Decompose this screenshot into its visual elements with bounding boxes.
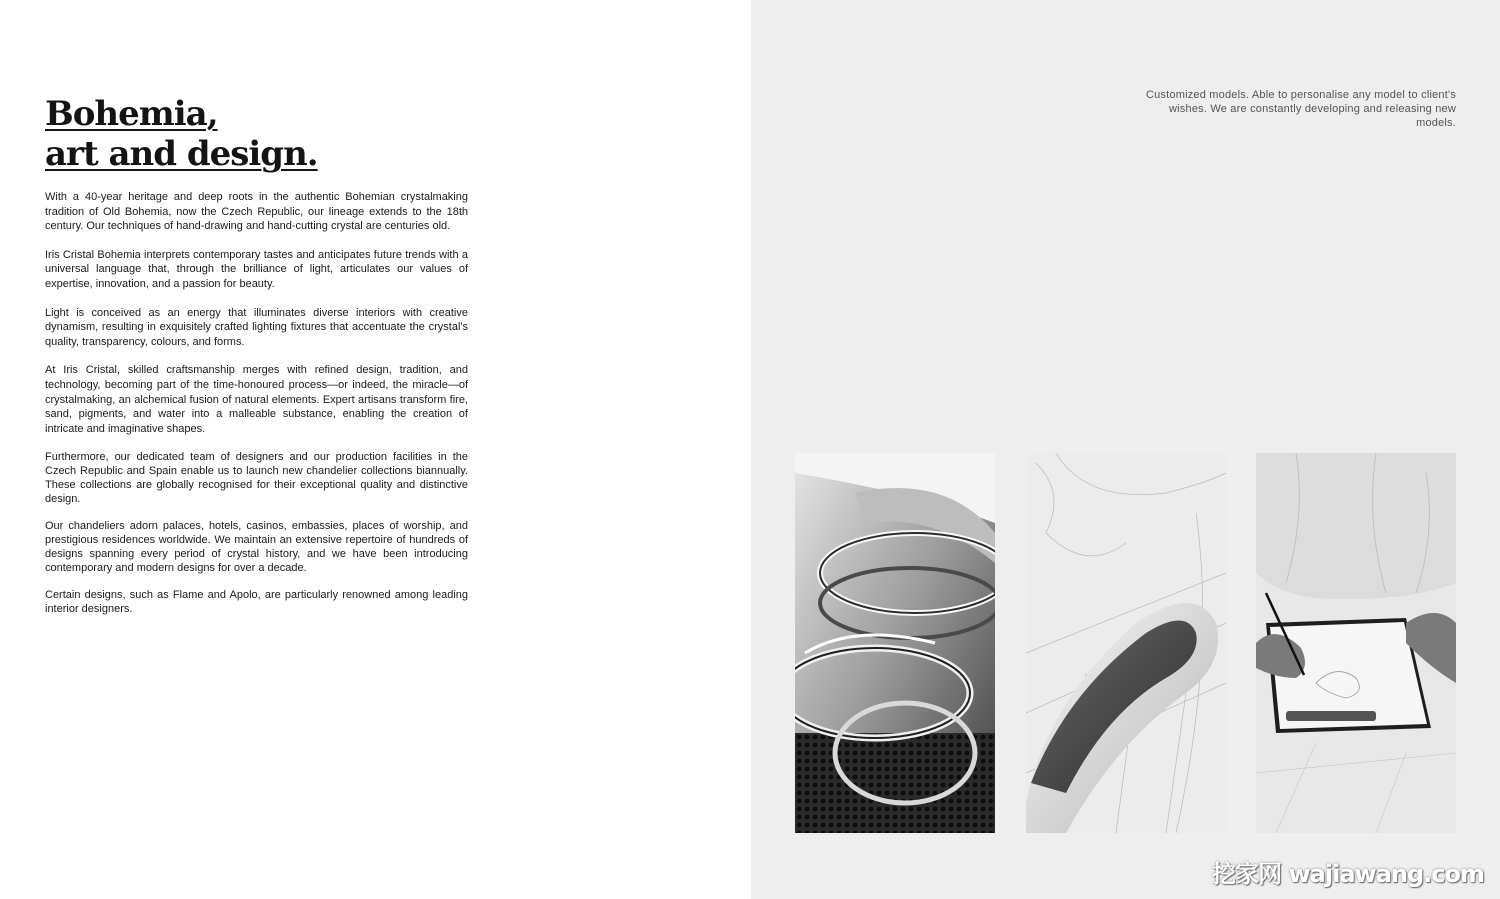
page-title	[45, 94, 318, 174]
body-text	[45, 190, 468, 629]
paragraph-designs: Certain designs, such as Flame and Apolo, are particularly renowned among leading interior designers.	[45, 589, 468, 616]
right-page	[751, 0, 1500, 899]
paragraph-light: Light is conceived as an energy that illuminates diverse interiors with creative dynamism, resulting in exquisitely crafted lighting fixtures that accentuate the crystal's quality, transparency, colours, and forms.	[45, 306, 468, 348]
crystal-glass-photo	[795, 453, 995, 833]
watermark: 挖家网 wajiawang.com	[1212, 860, 1484, 888]
paragraph-clients: Our chandeliers adorn palaces, hotels, casinos, embassies, places of worship, and prestigious residences worldwide. We maintain an extensive repertoire of hundreds of designs spanning every period of crystal history, and we have been introducing contemporary and modern designs for over a decade.	[45, 520, 468, 575]
paragraph-collections: Furthermore, our dedicated team of designers and our production facilities in the Czech Republic and Spain enable us to launch new chandelier collections biannually. These collections are globally recognised for their exceptional quality and distinctive design.	[45, 451, 468, 506]
artisan-drawing-photo	[1256, 453, 1456, 833]
paragraph-interpretation: Iris Cristal Bohemia interprets contemporary tastes and anticipates future trends with a universal language that, through the brilliance of light, articulates our values of expertise, innovation, and a passion for beauty.	[45, 248, 468, 290]
title-line-1: Bohemia,	[45, 94, 218, 134]
caption: Customized models. Able to personalise any model to client's wishes. We are constantly developing and releasing new models.	[1145, 89, 1456, 129]
crystal-sketch-photo	[1026, 453, 1226, 833]
title-line-2: art and design.	[45, 134, 318, 174]
paragraph-craftsmanship: At Iris Cristal, skilled craftsmanship merges with refined design, tradition, and technology, becoming part of the time-honoured process—or indeed, the miracle—of crystalmaking, an alchemical fusion of natural elements. Expert artisans transform fire, sand, pigments, and water into a malleable substance, enabling the creation of intricate and imaginative shapes.	[45, 364, 468, 435]
paragraph-heritage: With a 40-year heritage and deep roots in the authentic Bohemian crystalmaking tradition of Old Bohemia, now the Czech Republic, our lineage extends to the 18th century. Our techniques of hand-drawing and hand-cutting crystal are centuries old.	[45, 191, 468, 233]
